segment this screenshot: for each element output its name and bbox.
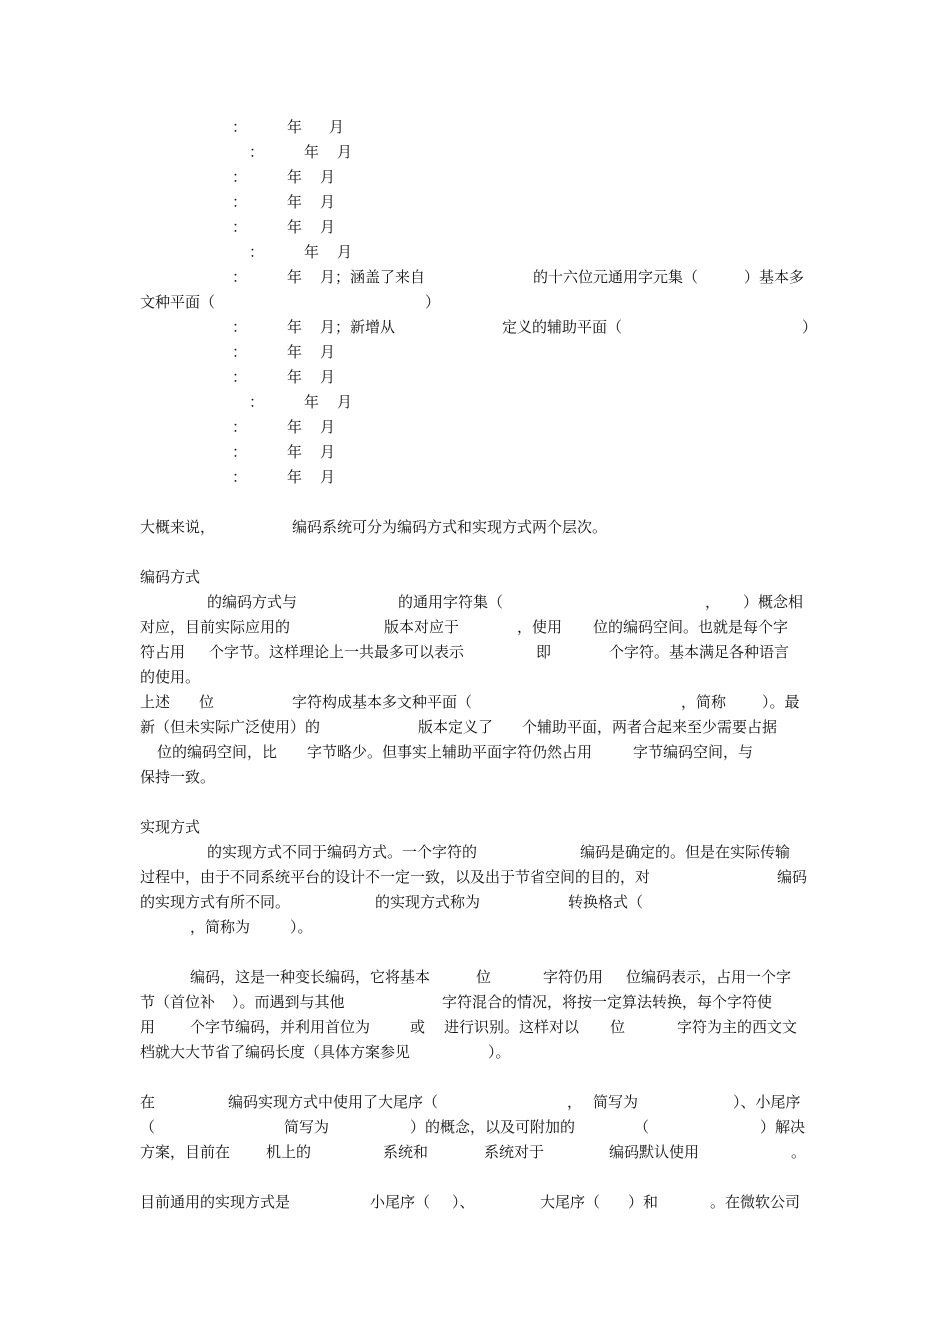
version-note-tail: ）基本多 — [744, 268, 805, 286]
paragraph-text: 位的编码空间，比 — [157, 743, 278, 761]
version-colon: ： — [232, 168, 248, 186]
version-year: 年 — [304, 143, 320, 161]
version-colon: ： — [232, 318, 248, 336]
paragraph-text: 的实现方式称为 — [375, 893, 481, 911]
version-note-tail: 定义的辅助平面（ — [502, 318, 623, 336]
paragraph-text: （ — [140, 1118, 156, 1136]
version-colon: ： — [232, 193, 248, 211]
paragraph-text: 字节略少。但事实上辅助平面字符仍然占用 — [307, 743, 593, 761]
paragraph-text: 编码默认使用 — [609, 1143, 700, 1161]
version-year: 年 — [287, 418, 303, 436]
paragraph-text: 编码实现方式中使用了大尾序（ — [228, 1093, 439, 1111]
version-colon: ： — [232, 368, 248, 386]
version-colon: ： — [232, 218, 248, 236]
version-year: 年 — [287, 193, 303, 211]
paragraph-text: ）、小尾序 — [733, 1093, 801, 1111]
version-year: 年 — [287, 318, 303, 336]
paragraph-text: 字符混合的情况，将按一定算法转换，每个字符使 — [442, 993, 773, 1011]
paragraph-text: 版本定义了 — [418, 718, 494, 736]
paragraph-text: ）。最 — [762, 693, 800, 711]
paragraph-text: ）、 — [452, 1193, 475, 1211]
paragraph-text: 个字节。这样理论上一共最多可以表示 — [209, 643, 465, 661]
section-heading: 实现方式 — [140, 818, 201, 836]
paragraph-text: 字符为主的西文文 — [677, 1018, 798, 1036]
paragraph-text: 的通用字符集（ — [398, 593, 504, 611]
paragraph-text: 简写为 — [284, 1118, 330, 1136]
version-month: 月 — [320, 443, 336, 461]
paragraph-text: 上述 — [140, 693, 171, 711]
version-note-tail: ） — [802, 318, 818, 336]
version-year: 年 — [287, 368, 303, 386]
paragraph-text: 位 — [610, 1018, 626, 1036]
paragraph-text: 保持一致。 — [140, 768, 216, 786]
version-note-close: ） — [425, 293, 441, 311]
paragraph-text: 。在微软公司 — [710, 1193, 801, 1211]
version-month: 月 — [329, 118, 345, 136]
intro-text: 大概来说， — [140, 518, 216, 536]
version-note-tail: 的十六位元通用字元集（ — [533, 268, 699, 286]
paragraph-text: 目前通用的实现方式是 — [140, 1193, 291, 1211]
paragraph-text: 大尾序（ — [540, 1193, 601, 1211]
version-colon: ： — [249, 243, 265, 261]
paragraph-text: 编码，这是一种变长编码，它将基本 — [190, 968, 431, 986]
paragraph-text: 进行识别。这样对以 — [444, 1018, 580, 1036]
version-year: 年 — [287, 168, 303, 186]
paragraph-text: 机上的 — [266, 1143, 312, 1161]
paragraph-text: ）的概念，以及可附加的 — [410, 1118, 576, 1136]
paragraph-text: 字符仍用 — [543, 968, 604, 986]
version-month: 月 — [337, 393, 353, 411]
section-heading: 编码方式 — [140, 568, 201, 586]
version-month-note: 月；涵盖了来自 — [320, 268, 426, 286]
paragraph-text: 节（首位补 — [140, 993, 216, 1011]
version-year: 年 — [287, 118, 303, 136]
paragraph-text: ）。 — [488, 1043, 511, 1061]
version-year: 年 — [304, 393, 320, 411]
paragraph-text: 编码是确定的。但是在实际传输 — [580, 843, 791, 861]
paragraph-text: ，简称 — [681, 693, 727, 711]
paragraph-text: 或 — [410, 1018, 426, 1036]
version-month: 月 — [320, 168, 336, 186]
paragraph-text: ，使用 — [517, 618, 563, 636]
version-month-note: 月；新增从 — [320, 318, 396, 336]
paragraph-text: 编码 — [777, 868, 808, 886]
paragraph-text: 转换格式（ — [568, 893, 644, 911]
paragraph-text: 字符构成基本多文种平面（ — [292, 693, 473, 711]
version-month: 月 — [320, 368, 336, 386]
version-year: 年 — [287, 468, 303, 486]
paragraph-text: 在 — [140, 1093, 156, 1111]
version-year: 年 — [287, 218, 303, 236]
paragraph-text: 简写为 — [593, 1093, 639, 1111]
version-year: 年 — [304, 243, 320, 261]
paragraph-text: ）解决 — [760, 1118, 806, 1136]
version-note-continuation: 文种平面（ — [140, 293, 216, 311]
version-colon: ： — [232, 468, 248, 486]
paragraph-text: 的使用。 — [140, 668, 201, 686]
paragraph-text: 位编码表示，占用一个字 — [626, 968, 792, 986]
paragraph-text: 个字节编码，并利用首位为 — [190, 1018, 371, 1036]
paragraph-text: 位 — [199, 693, 215, 711]
version-month: 月 — [320, 468, 336, 486]
version-month: 月 — [337, 243, 353, 261]
version-year: 年 — [287, 343, 303, 361]
intro-text: 编码系统可分为编码方式和实现方式两个层次。 — [292, 518, 608, 536]
paragraph-text: 的实现方式不同于编码方式。一个字符的 — [207, 843, 478, 861]
version-month: 月 — [320, 218, 336, 236]
paragraph-text: 系统和 — [383, 1143, 429, 1161]
paragraph-text: ）。 — [290, 918, 313, 936]
paragraph-text: 系统对于 — [484, 1143, 545, 1161]
paragraph-text: ， — [705, 593, 721, 611]
paragraph-text: 对应，目前实际应用的 — [140, 618, 291, 636]
version-year: 年 — [287, 443, 303, 461]
version-colon: ： — [232, 268, 248, 286]
version-year: 年 — [287, 268, 303, 286]
paragraph-text: 个辅助平面，两者合起来至少需要占据 — [522, 718, 778, 736]
version-colon: ： — [232, 118, 248, 136]
paragraph-text: 过程中，由于不同系统平台的设计不一定一致，以及出于节省空间的目的，对 — [140, 868, 651, 886]
version-colon: ： — [249, 143, 265, 161]
paragraph-text: 的编码方式与 — [207, 593, 298, 611]
version-colon: ： — [249, 393, 265, 411]
version-colon: ： — [232, 443, 248, 461]
paragraph-text: 新（但未实际广泛使用）的 — [140, 718, 321, 736]
paragraph-text: ，简称为 — [190, 918, 251, 936]
paragraph-text: 版本对应于 — [384, 618, 460, 636]
version-month: 月 — [337, 143, 353, 161]
paragraph-text: ）。而遇到与其他 — [232, 993, 345, 1011]
paragraph-text: ， — [567, 1093, 583, 1111]
paragraph-text: ）和 — [628, 1193, 659, 1211]
paragraph-text: 。 — [791, 1143, 807, 1161]
paragraph-text: 用 — [140, 1018, 156, 1036]
version-colon: ： — [232, 418, 248, 436]
paragraph-text: 方案，目前在 — [140, 1143, 231, 1161]
paragraph-text: 档就大大节省了编码长度（具体方案参见 — [140, 1043, 411, 1061]
version-month: 月 — [320, 343, 336, 361]
paragraph-text: 字节编码空间，与 — [633, 743, 754, 761]
paragraph-text: 即 — [536, 643, 552, 661]
version-month: 月 — [320, 193, 336, 211]
paragraph-text: 的实现方式有所不同。 — [140, 893, 291, 911]
version-month: 月 — [320, 418, 336, 436]
paragraph-text: 位 — [476, 968, 492, 986]
paragraph-text: ）概念相 — [743, 593, 804, 611]
version-colon: ： — [232, 343, 248, 361]
paragraph-text: （ — [634, 1118, 650, 1136]
paragraph-text: 个字符。基本满足各种语言 — [609, 643, 790, 661]
paragraph-text: 小尾序（ — [370, 1193, 431, 1211]
paragraph-text: 符占用 — [140, 643, 186, 661]
paragraph-text: 位的编码空间。也就是每个字 — [593, 618, 789, 636]
